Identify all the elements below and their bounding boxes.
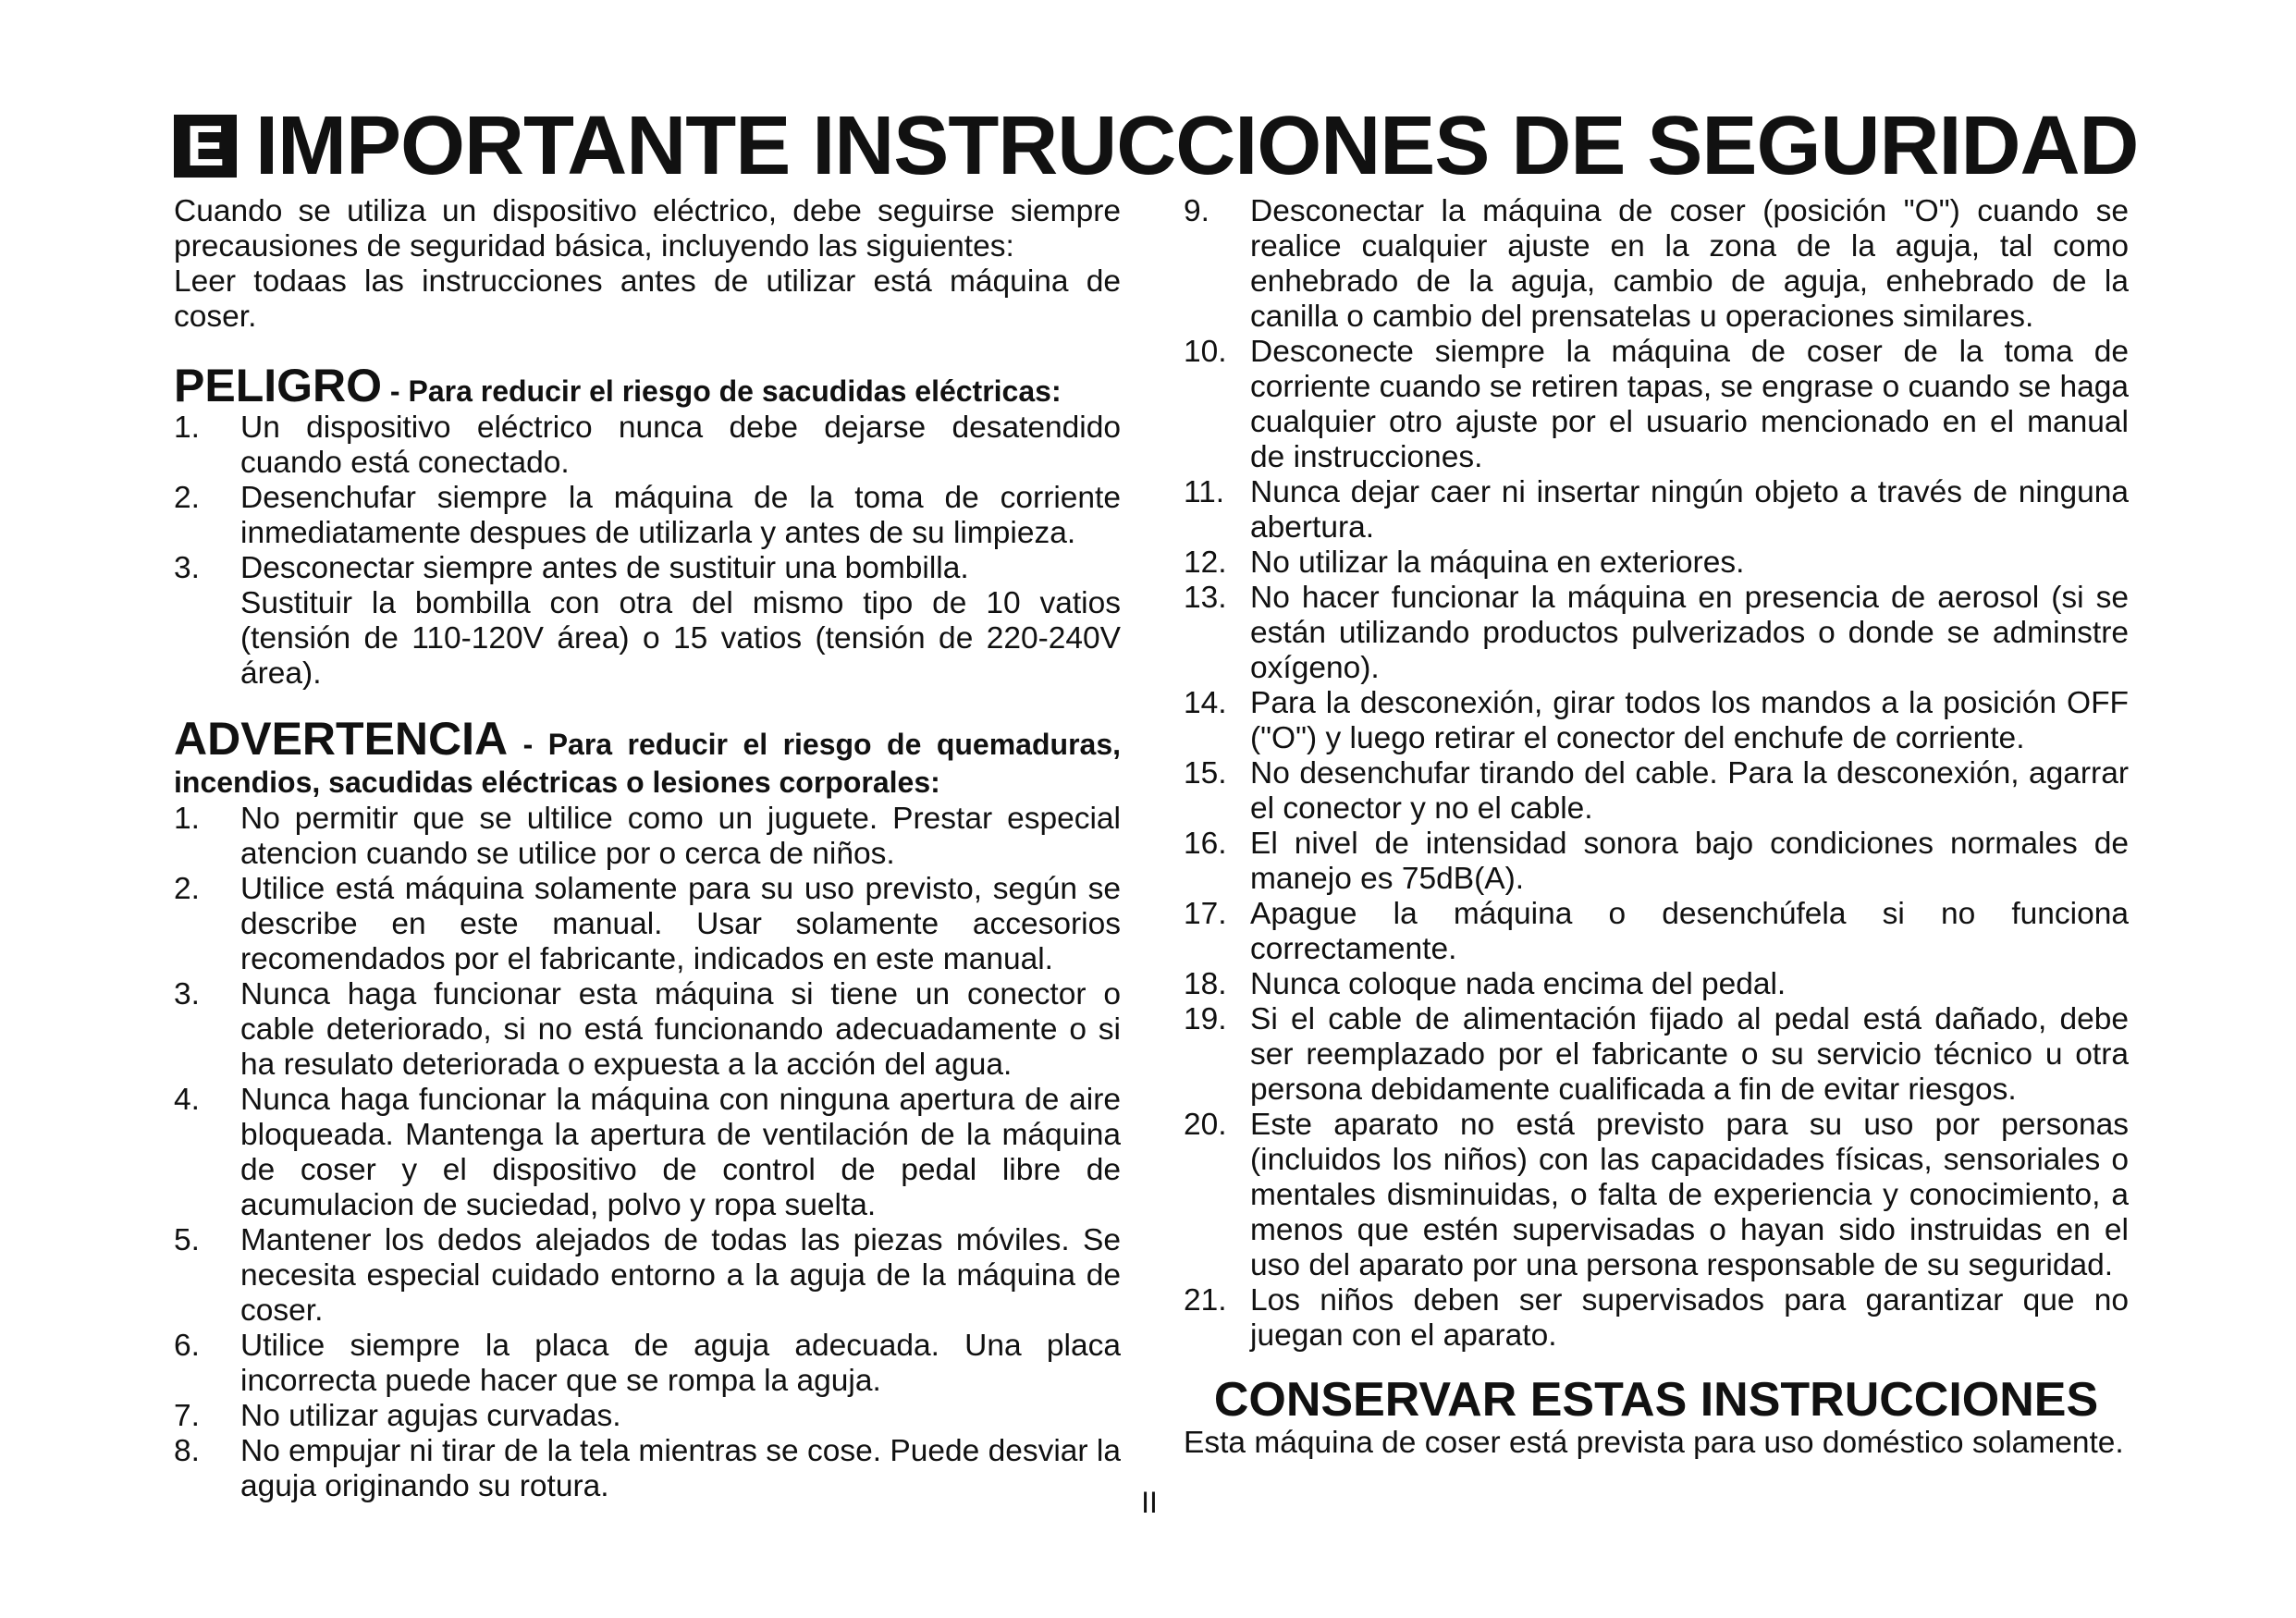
list-item: 20. Este aparato no está previsto para su uso por personas (incluidos los niños) con las capacidades físicas, sensoriales o mentales disminuidas, o falta de experiencia y conocimiento, a menos que estén supervisadas o hayan sido instruidas en el uso del aparato por una persona responsable de su seguridad.: [1184, 1108, 2129, 1282]
list-item: 10. Desconecte siempre la máquina de coser de la toma de corriente cuando se retiren tapas, se engrase o cuando se haga cualquier otro ajuste por el usuario mencionado en el manual de instrucciones.: [1184, 335, 2129, 474]
list-item: 15. No desenchufar tirando del cable. Para la desconexión, agarrar el conector y no el cable.: [1184, 756, 2129, 826]
list-item: 16. El nivel de intensidad sonora bajo condiciones normales de manejo es 75dB(A).: [1184, 827, 2129, 896]
list-item: 12. No utilizar la máquina en exteriores.: [1184, 545, 1745, 580]
list-item: 2. Desenchufar siempre la máquina de la toma de corriente inmediatamente despues de utilizarla y antes de su limpieza.: [174, 481, 1121, 550]
intro-paragraph: Cuando se utiliza un dispositivo eléctrico, debe seguirse siempre precausiones de seguridad básica, incluyendo las siguientes:: [174, 194, 1121, 264]
list-item: 8. No empujar ni tirar de la tela mientras se cose. Puede desviar la aguja originando su rotura.: [174, 1434, 1121, 1503]
list-item: 19. Si el cable de alimentación fijado al pedal está dañado, debe ser reemplazado por el fabricante o su servicio técnico u otra persona debidamente cualificada a fin de evitar riesgos.: [1184, 1002, 2129, 1107]
intro-paragraph: Leer todaas las instrucciones antes de utilizar está máquina de coser.: [174, 264, 1121, 334]
left-column: [174, 194, 1121, 1504]
list-item: 17. Apague la máquina o desenchúfela si no funciona correctamente.: [1184, 897, 2129, 966]
list-item: 18. Nunca coloque nada encima del pedal.: [1184, 967, 1786, 1001]
right-column: [1184, 194, 2129, 1461]
list-item: 7. No utilizar agujas curvadas.: [174, 1399, 621, 1433]
list-item: 13. No hacer funcionar la máquina en presencia de aerosol (si se están utilizando productos pulverizados o donde se adminstre oxígeno).: [1184, 581, 2129, 685]
language-badge: E: [174, 115, 237, 178]
page-title: [174, 100, 2162, 192]
list-item: 6. Utilice siempre la placa de aguja adecuada. Una placa incorrecta puede hacer que se rompa la aguja.: [174, 1329, 1121, 1398]
peligro-list: [174, 411, 1121, 692]
list-item: 1. No permitir que se ultilice como un juguete. Prestar especial atencion cuando se utilice por o cerca de niños.: [174, 802, 1121, 871]
conservar-note: Esta máquina de coser está prevista para uso doméstico solamente.: [1184, 1426, 2124, 1460]
list-item: 5. Mantener los dedos alejados de todas las piezas móviles. Se necesita especial cuidado entorno a la aguja de la máquina de coser.: [174, 1223, 1121, 1328]
advertencia-subheading: Para reducir el riesgo de quemaduras, incendios, sacudidas eléctricas o lesiones corporales:: [174, 728, 1122, 799]
intro: [174, 194, 1121, 335]
page-number: II: [1141, 1486, 1158, 1519]
advertencia-list: [174, 802, 1121, 1504]
list-item: 3. Desconectar siempre antes de sustituir una bombilla. Sustituir la bombilla con otra del mismo tipo de 10 vatios (tensión de 110-120V área) o 15 vatios (tensión de 220-240V área).: [174, 551, 1121, 691]
list-item: 3. Nunca haga funcionar esta máquina si tiene un conector o cable deteriorado, si no está funcionando adecuadamente o si ha resulato deteriorada o expuesta a la acción del agua.: [174, 977, 1121, 1082]
list-item: 11. Nunca dejar caer ni insertar ningún objeto a través de ninguna abertura.: [1184, 475, 2129, 545]
list-item: 21. Los niños deben ser supervisados para garantizar que no juegan con el aparato.: [1184, 1283, 2129, 1353]
title-text: IMPORTANTE INSTRUCCIONES DE SEGURIDAD: [255, 100, 2139, 192]
list-item: 9. Desconectar la máquina de coser (posición "O") cuando se realice cualquier ajuste en la zona de la aguja, tal como enhebrado de la aguja, cambio de aguja, enhebrado de la canilla o cambio del prensatelas u operaciones similares.: [1184, 194, 2129, 334]
list-item: 4. Nunca haga funcionar la máquina con ninguna apertura de aire bloqueada. Mantenga la apertura de ventilación de la máquina de coser y el dispositivo de control de pedal libre de acumulacion de suciedad, polvo y ropa suelta.: [174, 1083, 1121, 1222]
peligro-subheading: Para reducir el riesgo de sacudidas eléctricas:: [408, 374, 1062, 408]
advertencia-heading: ADVERTENCIA - Para reducir el riesgo de quemaduras, incendios, sacudidas eléctricas o lesiones corporales:: [174, 713, 1122, 799]
advertencia-list-continued: [1184, 194, 2129, 1354]
conservar-heading: CONSERVAR ESTAS INSTRUCCIONES: [1213, 1373, 2099, 1427]
list-item: 14. Para la desconexión, girar todos los mandos a la posición OFF ("O") y luego retirar el conector del enchufe de corriente.: [1184, 686, 2129, 755]
list-item: 1. Un dispositivo eléctrico nunca debe dejarse desatendido cuando está conectado.: [174, 411, 1121, 480]
list-item: 2. Utilice está máquina solamente para su uso previsto, según se describe en este manual. Usar solamente accesorios recomendados por el fabricante, indicados en este manual.: [174, 872, 1121, 976]
peligro-heading: PELIGRO - Para reducir el riesgo de sacudidas eléctricas:: [174, 360, 1062, 411]
